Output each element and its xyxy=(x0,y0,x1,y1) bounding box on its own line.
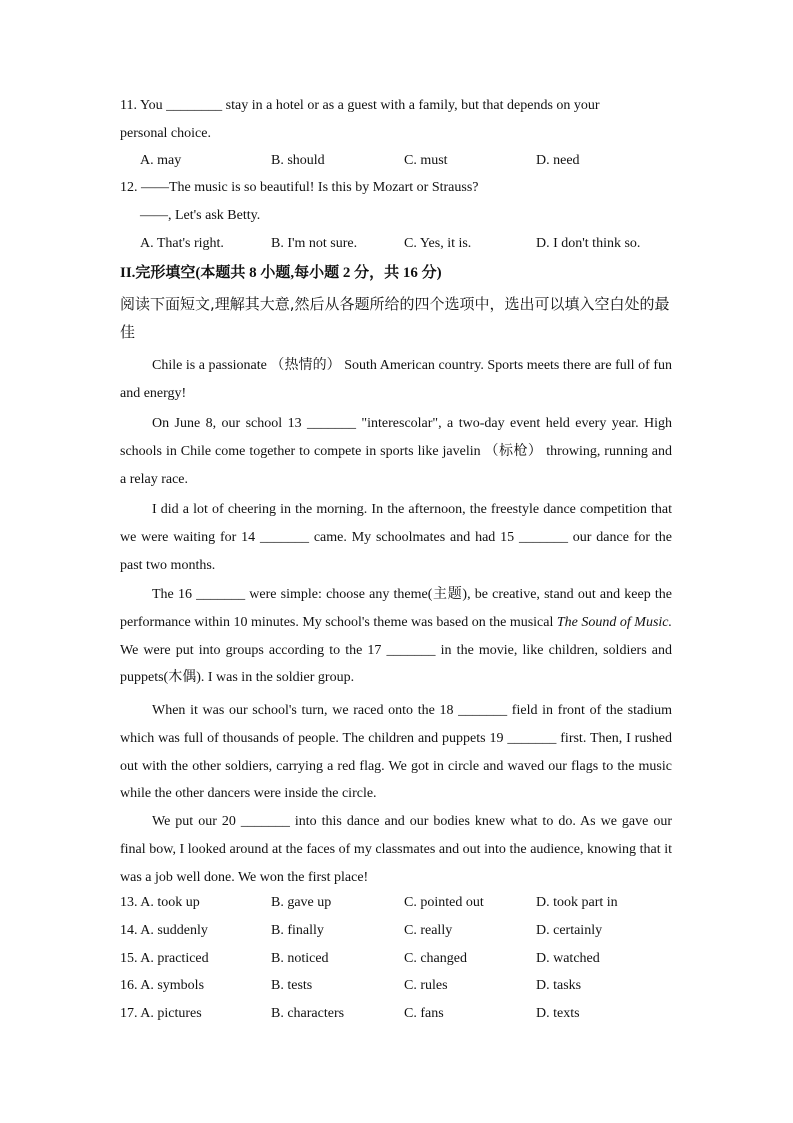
option-17-c: C. fans xyxy=(404,1006,444,1021)
paragraph-3-text: I did a lot of cheering in the morning. In the afternoon, the freestyle dance competition that we were waiting for 14 _______ came. My schoolmates and had 15 _______ our dance for the past two months. xyxy=(120,502,672,573)
option-13-c: C. pointed out xyxy=(404,895,484,910)
q11-option-c: C. must xyxy=(404,153,448,168)
passage-paragraph-1 xyxy=(120,352,672,408)
option-13-a: 13. A. took up xyxy=(120,895,200,910)
option-17-a: 17. A. pictures xyxy=(120,1006,202,1021)
passage-paragraph-3 xyxy=(120,496,672,579)
answer-row-15 xyxy=(120,949,680,969)
option-17-d: D. texts xyxy=(536,1006,580,1021)
question-12-reply: ——, Let's ask Betty. xyxy=(140,208,261,223)
paragraph-6-text: We put our 20 _______ into this dance and our bodies knew what to do. As we gave our final bow, I looked around at the faces of my classmates and out into the audience, knowing that it was a job well done. We won the first place! xyxy=(120,814,672,885)
option-14-d: D. certainly xyxy=(536,923,603,938)
option-15-d: D. watched xyxy=(536,951,600,966)
passage-paragraph-6 xyxy=(120,808,672,891)
passage-paragraph-4 xyxy=(120,581,672,692)
option-16-c: C. rules xyxy=(404,978,448,993)
section-instruction: 阅读下面短文,理解其大意,然后从各题所给的四个选项中，选出可以填入空白处的最佳 xyxy=(120,295,670,341)
musical-title: The Sound of Music. xyxy=(556,614,672,630)
section-title: II.完形填空(本题共 8 小题,每小题 2 分，共 16 分) xyxy=(120,265,442,281)
option-16-a: 16. A. symbols xyxy=(120,978,205,993)
q12-option-d: D. I don't think so. xyxy=(536,236,641,251)
answer-row-14 xyxy=(120,921,680,941)
q12-option-a: A. That's right. xyxy=(140,236,224,251)
q11-option-d: D. need xyxy=(536,153,580,168)
option-15-c: C. changed xyxy=(404,951,467,966)
answer-row-16 xyxy=(120,976,680,996)
passage-paragraph-5 xyxy=(120,697,672,808)
q11-option-a: A. may xyxy=(140,153,182,168)
paragraph-1-text: Chile is a passionate （热情的） South American country. Sports meets there are full of fun and energy! xyxy=(120,358,672,401)
q11-option-b: B. should xyxy=(271,153,325,168)
paragraph-2-text: On June 8, our school 13 _______ "interescolar", a two-day event held every year. High schools in Chile come together to compete in sports like javelin （标枪） throwing, running and a relay race. xyxy=(120,416,672,487)
passage-paragraph-2 xyxy=(120,410,672,493)
option-13-b: B. gave up xyxy=(271,895,332,910)
paragraph-4-text-b: We were put into groups according to the 17 _______ in the movie, like children, soldiers and puppets(木偶). I was in the soldier group. xyxy=(120,642,672,686)
option-17-b: B. characters xyxy=(271,1006,345,1021)
q12-option-c: C. Yes, it is. xyxy=(404,236,472,251)
question-11-stem-cont: personal choice. xyxy=(120,126,211,141)
q12-option-b: B. I'm not sure. xyxy=(271,236,358,251)
answer-row-17 xyxy=(120,1004,680,1024)
question-11-stem: 11. You ________ stay in a hotel or as a guest with a family, but that depends on your xyxy=(120,98,600,113)
paragraph-5-text: When it was our school's turn, we raced onto the 18 _______ field in front of the stadium which was full of thousands of people. The children and puppets 19 _______ first. Then, I rushed out with the other soldiers, carrying a red flag. We got in circle and waved our flags to the music while the other dancers were inside the circle. xyxy=(120,703,672,802)
option-14-b: B. finally xyxy=(271,923,324,938)
option-16-d: D. tasks xyxy=(536,978,582,993)
option-14-a: 14. A. suddenly xyxy=(120,923,208,938)
option-14-c: C. really xyxy=(404,923,453,938)
option-15-b: B. noticed xyxy=(271,951,329,966)
paragraph-4-text-a: The 16 _______ were simple: choose any theme(主题), be creative, stand out and keep the performance within 10 minutes. My school's theme was based on the musical xyxy=(120,587,672,630)
answer-row-13 xyxy=(120,893,680,913)
option-16-b: B. tests xyxy=(271,978,313,993)
question-12-stem: 12. ——The music is so beautiful! Is this by Mozart or Strauss? xyxy=(120,180,479,195)
option-15-a: 15. A. practiced xyxy=(120,951,209,966)
option-13-d: D. took part in xyxy=(536,895,618,910)
